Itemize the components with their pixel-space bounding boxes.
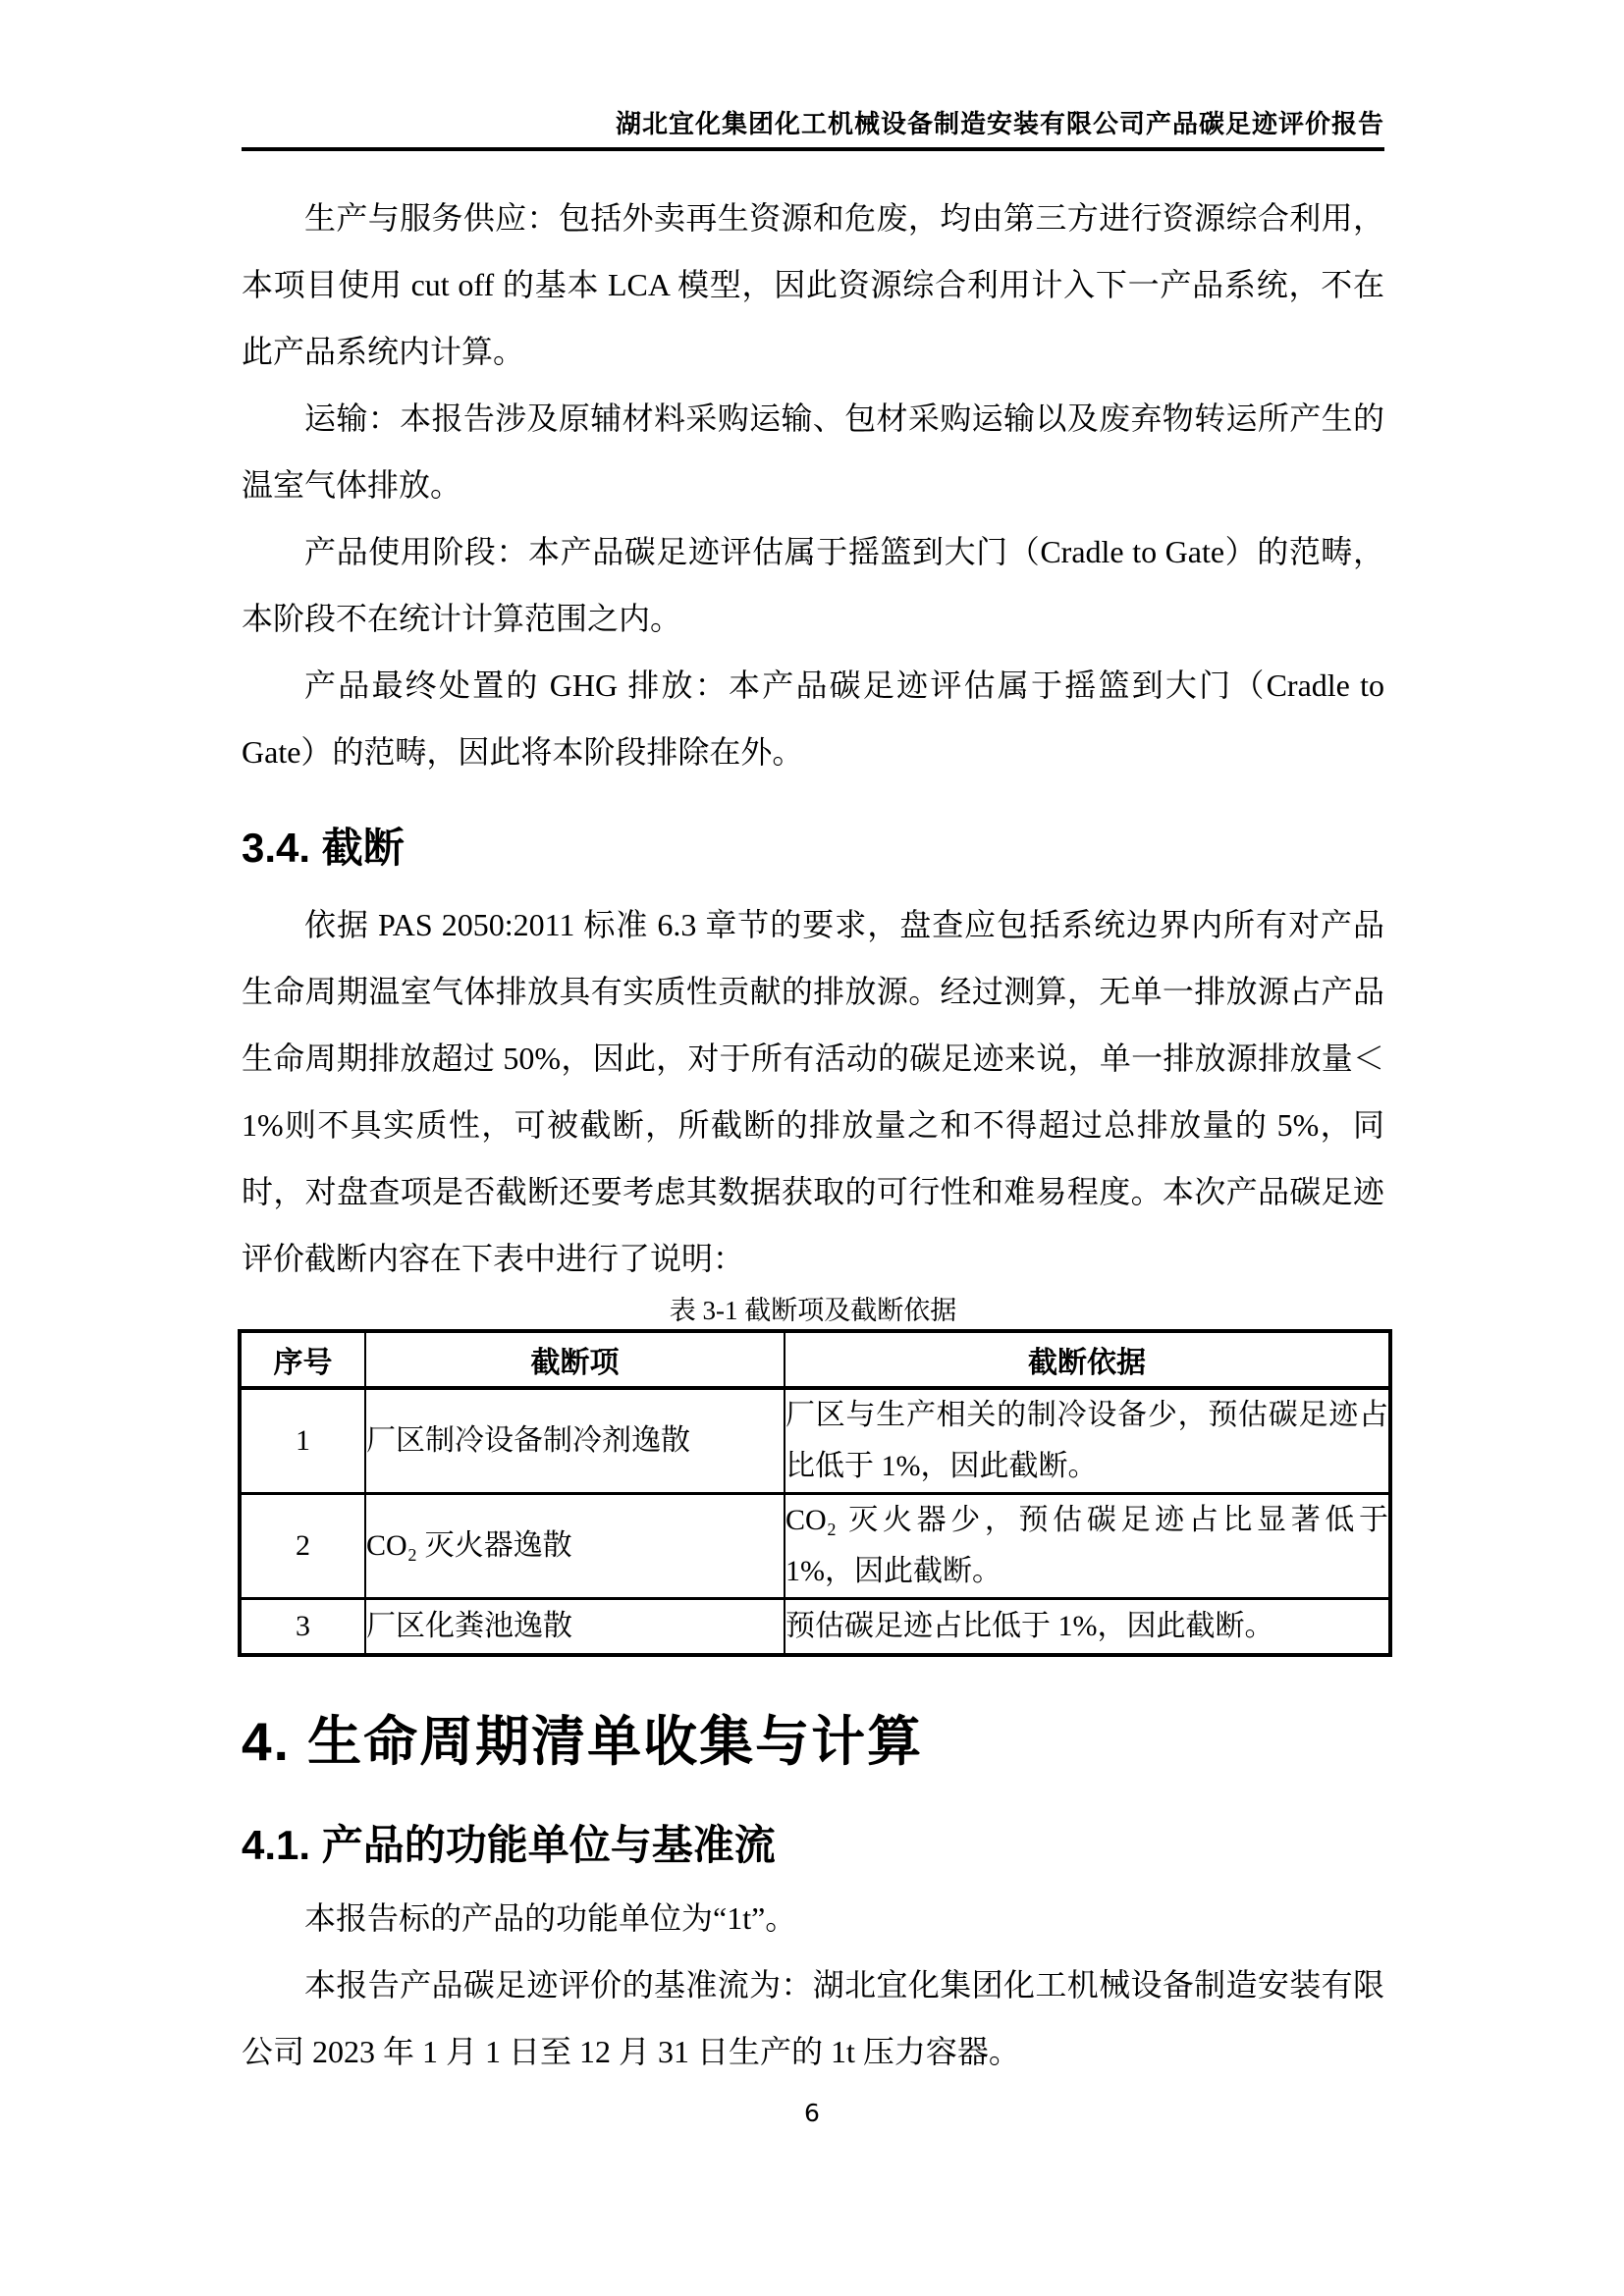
paragraph-final-disposal: 产品最终处置的 GHG 排放：本产品碳足迹评估属于摇篮到大门（Cradle to Gate）的范畴，因此将本阶段排除在外。 [242, 667, 1384, 770]
table-cell-basis: CO₂ 灭火器少，预估碳足迹占比显著低于 1%，因此截断。 [785, 1494, 1390, 1599]
paragraph-use-stage: 产品使用阶段：本产品碳足迹评估属于摇篮到大门（Cradle to Gate）的范畴，本阶段不在统计计算范围之内。 [242, 534, 1384, 636]
page-header-title: 湖北宜化集团化工机械设备制造安装有限公司产品碳足迹评价报告 [615, 109, 1384, 138]
table-cell-no: 1 [240, 1388, 365, 1494]
paragraph-reference-flow: 本报告产品碳足迹评价的基准流为：湖北宜化集团化工机械设备制造安装有限公司 2023 年 1 月 1 日至 12 月 31 日生产的 1t 压力容器。 [242, 1967, 1384, 2069]
section-heading-4-1: 4.1. 产品的功能单位与基准流 [242, 1822, 776, 1868]
table-header-row [240, 1331, 1390, 1388]
table-header-basis: 截断依据 [785, 1331, 1390, 1388]
chapter-heading-4: 4. 生命周期清单收集与计算 [242, 1711, 924, 1772]
table-cell-item: 厂区化粪池逸散 [365, 1599, 785, 1656]
page-content [242, 0, 1388, 2085]
paragraph-functional-unit: 本报告标的产品的功能单位为“1t”。 [304, 1900, 797, 1936]
header-divider [242, 147, 1384, 151]
table-row [240, 1388, 1390, 1494]
paragraph-production-services: 生产与服务供应：包括外卖再生资源和危废，均由第三方进行资源综合利用，本项目使用 cut off 的基本 LCA 模型，因此资源综合利用计入下一产品系统，不在此产品系统内计算。 [242, 200, 1384, 369]
table-header-no: 序号 [240, 1331, 365, 1388]
paragraph-transport: 运输：本报告涉及原辅材料采购运输、包材采购运输以及废弃物转运所产生的温室气体排放。 [242, 400, 1384, 503]
page-number: 6 [804, 2099, 820, 2127]
truncation-table [238, 1329, 1392, 1657]
table-cell-item: 厂区制冷设备制冷剂逸散 [365, 1388, 785, 1494]
paragraph-truncation-body: 依据 PAS 2050:2011 标准 6.3 章节的要求，盘查应包括系统边界内所有对产品生命周期温室气体排放具有实质性贡献的排放源。经过测算，无单一排放源占产品生命周期排放超过 50%，因此，对于所有活动的碳足迹来说，单一排放源排放量＜1%则不具实质性，可被截断，所截断的排放量之和不得超过总排放量的 5%，同时，对盘查项是否截断还要考虑其数据获取的可行性和难易程度。本次产品碳足迹评价截断内容在下表中进行了说明： [242, 907, 1384, 1276]
table-cell-item: CO₂ 灭火器逸散 [365, 1494, 785, 1599]
table-caption: 表 3-1 截断项及截断依据 [669, 1296, 957, 1325]
table-cell-basis: 预估碳足迹占比低于 1%，因此截断。 [785, 1599, 1390, 1656]
table-cell-no: 3 [240, 1599, 365, 1656]
table-row [240, 1494, 1390, 1599]
table-cell-no: 2 [240, 1494, 365, 1599]
table-header-item: 截断项 [365, 1331, 785, 1388]
section-heading-3-4: 3.4. 截断 [242, 825, 405, 871]
table-row [240, 1599, 1390, 1656]
table-cell-basis: 厂区与生产相关的制冷设备少，预估碳足迹占比低于 1%，因此截断。 [785, 1388, 1390, 1494]
